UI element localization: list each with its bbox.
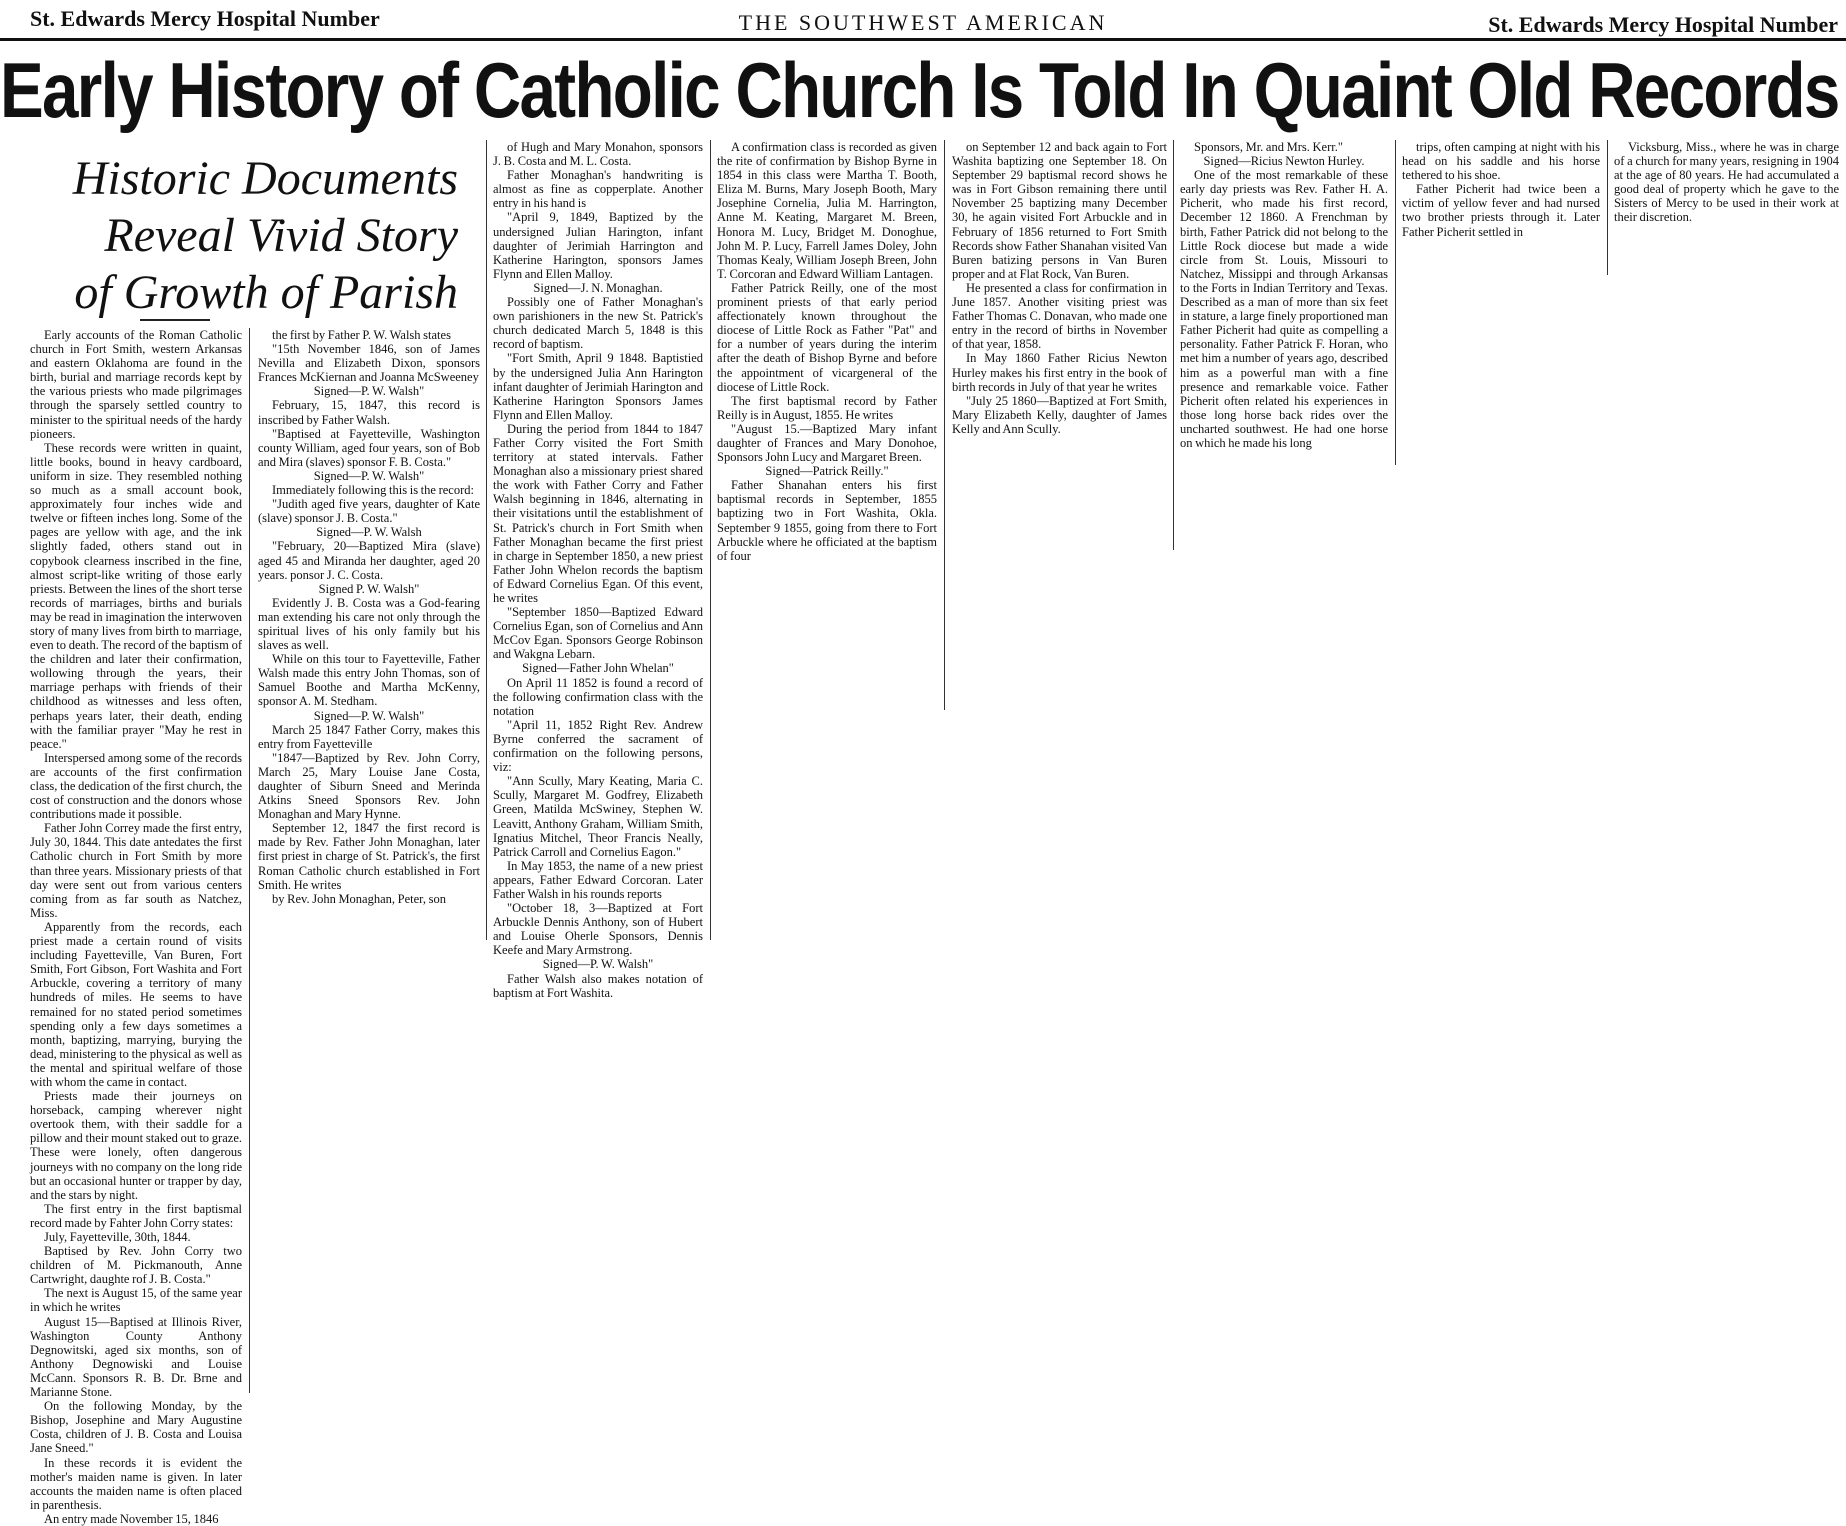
article-paragraph: Early accounts of the Roman Catholic church in Fort Smith, western Arkansas and eastern Oklahoma are found in the birth, burial and marriage records kept by the various priests who made pilgrimages through the sparsely settled country to minister to the spiritual needs of the hardy pioneers. [30, 328, 242, 441]
subhead-line: Historic Documents [72, 152, 458, 205]
article-paragraph: Father Walsh also makes notation of baptism at Fort Washita. [493, 971, 703, 1000]
article-paragraph: trips, often camping at night with his head on his saddle and his horse tethered to his shoe. [1402, 140, 1600, 183]
masthead [0, 0, 1846, 40]
article-paragraph: "Judith aged five years, daughter of Kate (slave) sponsor J. B. Costa." [258, 497, 480, 526]
article-column-5 [952, 140, 1167, 545]
column-rule [944, 140, 945, 710]
article-paragraph: on September 12 and back again to Fort Washita baptizing one September 18. On September 29 baptismal record shows he was in Fort Gibson remaining there until November 25 baptizing many December 30, he again visited Fort Arbuckle and in February of 1856 returned to Fort Smith Records show Father Shanahan visited Van Buren batizing persons in Van Buren proper and at Flat Rock, Van Buren. [952, 140, 1167, 281]
article-paragraph: The first baptismal record by Father Reilly is in August, 1855. He writes [717, 393, 937, 422]
masthead-right-label: St. Edwards Mercy Hospital Number [1488, 12, 1838, 37]
article-paragraph: Signed—P. W. Walsh" [542, 957, 654, 972]
article-paragraph: On April 11 1852 is found a record of the following confirmation class with the notation [493, 675, 703, 718]
article-paragraph: During the period from 1844 to 1847 Father Corry visited the Fort Smith territory at stated intervals. Father Monaghan also a missionary priest shared the work with Father Corry and Father Walsh beginning in 1846, alternating in their visitations until the establishment of St. Patrick's church in Fort Smith when Father Monaghan became the first priest in charge in September 1850, a new priest Father John Whelon records the baptism of Edward Cornelius Egan. Of this event, he writes [493, 421, 703, 605]
article-paragraph: Apparently from the records, each priest made a certain round of visits including Fayetteville, Van Buren, Fort Smith, Fort Gibson, Fort Washita and Fort Arbuckle, covering a territory of many hundreds of miles. He seems to have remained for no stated period sometimes spending only a few days sometimes a month, baptizing, marrying, burying the dead, ministering to the physical as well as the mental and spiritual welfare of those with whom the came in contact. [30, 919, 242, 1089]
article-paragraph: August 15—Baptised at Illinois River, Washington County Anthony Degnowitski, aged six months, son of Anthony Degnowiski and Louise McCann. Sponsors R. B. Dr. Brne and Marianne Stone. [30, 1314, 242, 1400]
article-paragraph: Signed—Father John Whelan" [522, 661, 674, 676]
article-paragraph: A confirmation class is recorded as given the rite of confirmation by Bishop Byrne in 1854 in this class were Martha T. Booth, Eliza M. Burns, Mary Joseph Booth, Mary Josephine Cornelia, Julia M. Harrington, Anne M. Keating, Margaret M. Breen, Honora M. Lucy, Bridget M. Donoghue, John M. P. Lucy, Farrell James Doley, John Thomas Kealy, William Joseph Breen, John T. Corcoran and Edward William Lantagen. [717, 140, 937, 281]
article-paragraph: The first entry in the first baptismal record made by Fahter John Corry states: [30, 1201, 242, 1230]
article-paragraph: "15th November 1846, son of James Nevilla and Elizabeth Dixon, sponsors Frances McKiernan and Joanna McSweeney [258, 342, 480, 385]
article-paragraph: "October 18, 3—Baptized at Fort Arbuckle Dennis Anthony, son of Hubert and Louise Oherle Sponsors, Dennis Keefe and Mary Armstrong. [493, 901, 703, 958]
article-column-4 [717, 140, 937, 705]
article-paragraph: These records were written in quaint, little books, bound in heavy cardboard, uniform in size. They resembled nothing so much as a small account book, approximately four inches wide and twelve or fifteen inches long. Some of the pages are yellow with age, and the ink slightly faded, others stand out in copybook clearness inscribed in the fine, almost script-like writing of those early priests. Between the lines of the short terse records of marriages, births and burials may be read in imagination the interwoven story of many lives from birth to marriage, even to death. The record of the baptism of the children and later their confirmation, wollowing through the years, their marriage perhaps with friends of their childhood as witnesses and less often, perhaps years later, their death, ending with the familiar prayer "May he rest in peace." [30, 440, 242, 751]
article-column-6 [1180, 140, 1388, 460]
article-paragraph: Signed—P. W. Walsh [316, 525, 422, 540]
masthead-left-label: St. Edwards Mercy Hospital Number [30, 6, 380, 31]
subhead-line: Reveal Vivid Story [104, 209, 458, 262]
subhead-divider [140, 319, 210, 321]
subhead [0, 150, 478, 321]
article-paragraph: In May 1860 Father Ricius Newton Hurley makes his first entry in the book of birth records in July of that year he writes [952, 351, 1167, 394]
article-paragraph: Father Monaghan's handwriting is almost as fine as copperplate. Another entry in his hand is [493, 168, 703, 211]
article-paragraph: In May 1853, the name of a new priest appears, Father Edward Corcoran. Later Father Walsh in his rounds reports [493, 858, 703, 901]
headline: Early History of Catholic Church Is Told In Quaint Old Records [0, 46, 1839, 134]
article-paragraph: of Hugh and Mary Monahon, sponsors J. B. Costa and M. L. Costa. [493, 140, 703, 169]
article-paragraph: "Ann Scully, Mary Keating, Maria C. Scully, Margaret M. Godfrey, Elizabeth Green, Matilda McSwiney, Stephen W. Leavitt, Anthony Graham, William Smith, Ignatius Mitchel, Theor Francis Neally, Patrick Carroll and Cornelius Eagon." [493, 774, 703, 859]
article-paragraph: In these records it is evident the mother's maiden name is given. In later accounts the maiden name is often placed in parenthesis. [30, 1455, 242, 1512]
article-paragraph: September 12, 1847 the first record is made by Rev. Father John Monaghan, later first priest in charge of St. Patrick's, the first Roman Catholic church established in Fort Smith. He writes [258, 821, 480, 892]
masthead-rule [0, 38, 1846, 41]
article-paragraph: Signed—Patrick Reilly." [765, 464, 889, 479]
article-paragraph: The next is August 15, of the same year in which he writes [30, 1286, 242, 1315]
article-paragraph: While on this tour to Fayetteville, Father Walsh made this entry John Thomas, son of Samuel Boothe and Martha McKenny, sponsor A. M. Stedham. [258, 652, 480, 709]
column-rule [1173, 140, 1174, 550]
article-paragraph: the first by Father P. W. Walsh states [272, 328, 451, 342]
subhead-line: of Growth of Parish [74, 266, 458, 319]
article-paragraph: One of the most remarkable of these early day priests was Rev. Father H. A. Picherit, who made his first record, December 12 1860. A Frenchman by birth, Father Patrick did not belong to the Little Rock diocese but made a wide circle from St. Louis, Missouri to Natchez, Missippi and through Arkansas to the Forts in Indian Territory and Texas. Described as a man of more than six feet in stature, a large finely proportioned man Father Picherit had quite as compelling a personality. Father Patrick F. Horan, who met him a number of years ago, described him as a powerful man with a fine presence and remarkable voice. Father Picherit often related his experiences in those long horse back rides over the uncharted southwest. He had one horse on which he made his long [1180, 168, 1388, 450]
article-paragraph: "April 11, 1852 Right Rev. Andrew Byrne conferred the sacrament of confirmation on the following persons, viz: [493, 717, 703, 775]
article-paragraph: "Fort Smith, April 9 1848. Baptistied by the undersigned Julia Ann Harington infant daughter of Jerimiah Harington and Katherine Harington Sponsors James Flynn and Ellen Malloy. [493, 351, 703, 422]
column-rule [1395, 140, 1396, 465]
article-paragraph: Signed—Ricius Newton Hurley. [1203, 154, 1365, 169]
article-paragraph: "April 9, 1849, Baptized by the undersigned Julian Harington, infant daughter of Jerimiah Harrington and Katherine Harington, sponsors James Flynn and Ellen Malloy. [493, 210, 703, 281]
article-paragraph: Signed—P. W. Walsh" [313, 708, 425, 723]
article-column-3 [493, 140, 703, 1000]
article-paragraph: Signed—P. W. Walsh" [313, 384, 425, 399]
article-paragraph: "August 15.—Baptized Mary infant daughter of Frances and Mary Donohoe, Sponsors John Lucy and Margaret Breen. [717, 421, 937, 465]
article-paragraph: "Baptised at Fayetteville, Washington county William, aged four years, son of Bob and Mira (slaves) sponsor F. B. Costa." [258, 426, 480, 469]
article-paragraph: "September 1850—Baptized Edward Cornelius Egan, son of Cornelius and Ann McCov Egan. Sponsors George Robinson and Wakgna Lebarn. [493, 605, 703, 662]
article-column-2 [258, 328, 480, 938]
article-paragraph: Father Patrick Reilly, one of the most prominent priests of that early period affectionately known throughout the diocese of Little Rock as Father "Pat" and for a number of years during the interim after the death of Bishop Byrne and before the appointment of vicargeneral of the diocese of Little Rock. [717, 280, 937, 394]
article-paragraph: "February, 20—Baptized Mira (slave) aged 45 and Miranda her daughter, aged 20 years. ponsor J. C. Costa. [258, 539, 480, 582]
article-paragraph: "1847—Baptized by Rev. John Corry, March 25, Mary Louise Jane Costa, daughter of Siburn Sneed and Merinda Atkins Sneed Sponsors Rev. John Monaghan and Mary Hynne. [258, 750, 480, 822]
column-rule [710, 140, 711, 940]
article-paragraph: Sponsors, Mr. and Mrs. Kerr." [1194, 140, 1343, 154]
article-paragraph: On the following Monday, by the Bishop, Josephine and Mary Augustine Costa, children of J. B. Costa and Louisa Jane Sneed." [30, 1399, 242, 1456]
article-paragraph: March 25 1847 Father Corry, makes this entry from Fayetteville [258, 722, 480, 751]
article-paragraph: Father Shanahan enters his first baptismal records in September, 1855 baptizing two in Fort Washita, Okla. September 9 1855, going from there to Fort Arbuckle where he officiated at the baptism of four [717, 478, 937, 563]
article-paragraph: Possibly one of Father Monaghan's own parishioners in the new St. Patrick's church dedicated March 5, 1848 is this record of baptism. [493, 295, 703, 352]
article-column-7 [1402, 140, 1600, 268]
newspaper-name: THE SOUTHWEST AMERICAN [738, 10, 1108, 35]
article-paragraph: Baptised by Rev. John Corry two children of M. Pickmanouth, Anne Cartwright, daughte rof J. B. Costa." [30, 1244, 242, 1287]
article-column-1 [30, 328, 242, 1526]
article-paragraph: He presented a class for confirmation in June 1857. Another visiting priest was Father Thomas C. Donavan, who made one entry in the record of births in November of that year, 1858. [952, 280, 1167, 352]
article-paragraph: July, Fayetteville, 30th, 1844. [44, 1230, 191, 1244]
article-paragraph: February, 15, 1847, this record is inscribed by Father Walsh. [258, 398, 480, 427]
article-paragraph: Vicksburg, Miss., where he was in charge of a church for many years, resigning in 1904 at the age of 80 years. He had accumulated a good deal of property which he gave to the Sisters of Mercy to be used in their work at their discretion. [1614, 140, 1839, 225]
article-column-8 [1614, 140, 1839, 268]
article-paragraph: An entry made November 15, 1846 [44, 1511, 219, 1526]
column-rule [249, 328, 250, 1393]
article-paragraph: "July 25 1860—Baptized at Fort Smith, Mary Elizabeth Kelly, daughter of James Kelly and Ann Scully. [952, 393, 1167, 436]
article-paragraph: Father John Correy made the first entry, July 30, 1844. This date antedates the first Catholic church in Fort Smith by more than three years. Missionary priests of that day were sent out from various centers coming from as far south as Natchez, Miss. [30, 821, 242, 920]
article-paragraph: Father Picherit had twice been a victim of yellow fever and had nursed two brother priests through it. Later Father Picherit settled in [1402, 182, 1600, 239]
column-rule [1607, 140, 1608, 275]
column-rule [486, 140, 487, 940]
article-paragraph: Signed—J. N. Monaghan. [533, 280, 663, 295]
article-paragraph: Signed P. W. Walsh" [318, 581, 420, 596]
article-paragraph: Interspersed among some of the records are accounts of the first confirmation class, the dedication of the first church, the cost of construction and the donors whose contributions made it possible. [30, 750, 242, 822]
article-paragraph: Evidently J. B. Costa was a God-fearing man extending his care not only through the spiritual lives of his only family but his slaves as well. [258, 595, 480, 653]
article-paragraph: Signed—P. W. Walsh" [313, 468, 425, 483]
article-paragraph: Priests made their journeys on horseback, camping wherever night overtook them, with their saddle for a pillow and their mount staked out to graze. These were lonely, often dangerous journeys with no company on the long ride but an occasional hunter or trapper by day, and the stars by night. [30, 1089, 242, 1202]
article-paragraph: Immediately following this is the record: [272, 483, 474, 498]
article-paragraph: by Rev. John Monaghan, Peter, son [272, 891, 446, 906]
